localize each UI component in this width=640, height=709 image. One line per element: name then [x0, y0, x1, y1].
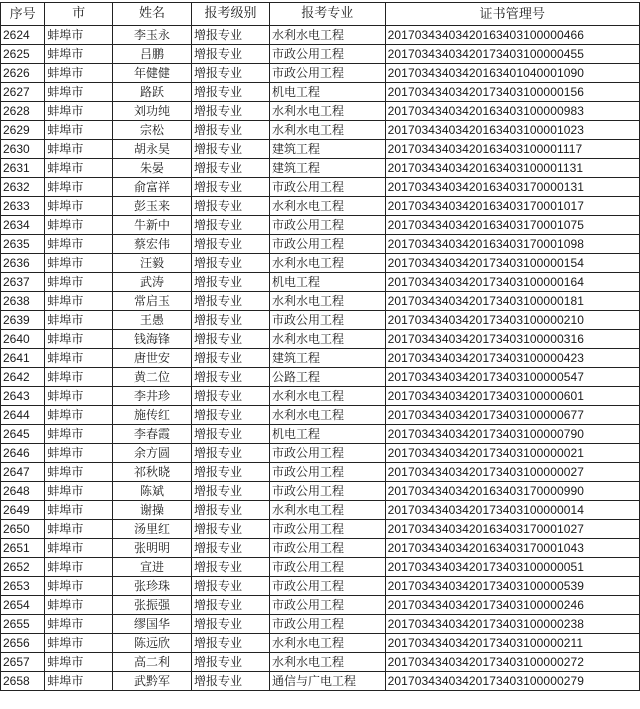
cell-no: 2657 [1, 653, 45, 672]
cell-no: 2637 [1, 273, 45, 292]
table-body [1, 26, 640, 691]
cell-major: 市政公用工程 [269, 615, 385, 634]
cell-level: 增报专业 [192, 520, 270, 539]
cell-name: 谢操 [112, 501, 191, 520]
cell-city: 蚌埠市 [45, 121, 113, 140]
cell-city: 蚌埠市 [45, 349, 113, 368]
table-row [1, 463, 640, 482]
cell-name: 牛新中 [112, 216, 191, 235]
table-row [1, 292, 640, 311]
cell-city: 蚌埠市 [45, 273, 113, 292]
header-level: 报考级别 [192, 3, 270, 26]
cell-level: 增报专业 [192, 425, 270, 444]
cell-level: 增报专业 [192, 539, 270, 558]
cell-cert: 20170343403420173403100000014 [385, 501, 639, 520]
cell-level: 增报专业 [192, 235, 270, 254]
cell-cert: 20170343403420173403100000539 [385, 577, 639, 596]
cell-name: 蔡宏伟 [112, 235, 191, 254]
cell-no: 2640 [1, 330, 45, 349]
cell-cert: 20170343403420173403100000455 [385, 45, 639, 64]
cell-no: 2648 [1, 482, 45, 501]
cell-city: 蚌埠市 [45, 102, 113, 121]
cell-level: 增报专业 [192, 406, 270, 425]
cell-name: 陈斌 [112, 482, 191, 501]
cell-major: 水利水电工程 [269, 387, 385, 406]
cell-cert: 20170343403420163403100001117 [385, 140, 639, 159]
cell-name: 武黔军 [112, 672, 191, 691]
cell-city: 蚌埠市 [45, 178, 113, 197]
cell-cert: 20170343403420173403100000246 [385, 596, 639, 615]
cell-cert: 20170343403420173403100000021 [385, 444, 639, 463]
cell-name: 李春霞 [112, 425, 191, 444]
cell-no: 2626 [1, 64, 45, 83]
cell-name: 汤里红 [112, 520, 191, 539]
cell-cert: 20170343403420173403100000601 [385, 387, 639, 406]
cell-major: 水利水电工程 [269, 634, 385, 653]
cell-cert: 20170343403420173403100000156 [385, 83, 639, 102]
cell-cert: 20170343403420163403170001027 [385, 520, 639, 539]
table-row [1, 140, 640, 159]
cell-major: 市政公用工程 [269, 235, 385, 254]
table-row [1, 64, 640, 83]
table-row [1, 634, 640, 653]
cell-major: 水利水电工程 [269, 406, 385, 425]
cell-name: 年健健 [112, 64, 191, 83]
cell-name: 缪国华 [112, 615, 191, 634]
cell-major: 机电工程 [269, 273, 385, 292]
cell-cert: 20170343403420173403100000547 [385, 368, 639, 387]
header-row [1, 3, 640, 26]
cell-major: 水利水电工程 [269, 102, 385, 121]
table-row [1, 45, 640, 64]
cell-level: 增报专业 [192, 311, 270, 330]
cell-major: 市政公用工程 [269, 577, 385, 596]
cell-level: 增报专业 [192, 254, 270, 273]
header-city: 市 [45, 3, 113, 26]
cell-cert: 20170343403420163403100001023 [385, 121, 639, 140]
cell-city: 蚌埠市 [45, 653, 113, 672]
cell-cert: 20170343403420163403170000990 [385, 482, 639, 501]
table-row [1, 444, 640, 463]
cell-name: 胡永昊 [112, 140, 191, 159]
cell-no: 2658 [1, 672, 45, 691]
table-row [1, 406, 640, 425]
cell-major: 水利水电工程 [269, 292, 385, 311]
cell-city: 蚌埠市 [45, 45, 113, 64]
cell-no: 2634 [1, 216, 45, 235]
cell-name: 黄二位 [112, 368, 191, 387]
cell-no: 2649 [1, 501, 45, 520]
cell-level: 增报专业 [192, 216, 270, 235]
cell-city: 蚌埠市 [45, 216, 113, 235]
cell-cert: 20170343403420163403100000466 [385, 26, 639, 45]
cell-level: 增报专业 [192, 501, 270, 520]
table-row [1, 520, 640, 539]
cell-city: 蚌埠市 [45, 425, 113, 444]
table-row [1, 501, 640, 520]
table-row [1, 254, 640, 273]
cell-major: 水利水电工程 [269, 197, 385, 216]
cell-no: 2635 [1, 235, 45, 254]
cell-city: 蚌埠市 [45, 501, 113, 520]
table-row [1, 159, 640, 178]
table-row [1, 216, 640, 235]
cell-cert: 20170343403420173403100000279 [385, 672, 639, 691]
cell-cert: 20170343403420173403100000210 [385, 311, 639, 330]
cell-major: 市政公用工程 [269, 444, 385, 463]
cell-level: 增报专业 [192, 26, 270, 45]
cell-level: 增报专业 [192, 577, 270, 596]
cell-name: 常启玉 [112, 292, 191, 311]
cell-level: 增报专业 [192, 482, 270, 501]
cell-city: 蚌埠市 [45, 292, 113, 311]
cell-name: 张珍珠 [112, 577, 191, 596]
cell-cert: 20170343403420173403100000181 [385, 292, 639, 311]
table-row [1, 330, 640, 349]
cell-cert: 20170343403420173403100000051 [385, 558, 639, 577]
cell-no: 2645 [1, 425, 45, 444]
cell-no: 2639 [1, 311, 45, 330]
cell-level: 增报专业 [192, 121, 270, 140]
cell-major: 建筑工程 [269, 140, 385, 159]
cell-no: 2650 [1, 520, 45, 539]
cell-level: 增报专业 [192, 273, 270, 292]
cell-major: 市政公用工程 [269, 178, 385, 197]
cell-major: 市政公用工程 [269, 45, 385, 64]
cell-no: 2642 [1, 368, 45, 387]
cell-name: 余方圆 [112, 444, 191, 463]
table-row [1, 273, 640, 292]
cell-no: 2646 [1, 444, 45, 463]
cell-no: 2644 [1, 406, 45, 425]
table-row [1, 577, 640, 596]
header-cert: 证书管理号 [385, 3, 639, 26]
cell-no: 2641 [1, 349, 45, 368]
cell-level: 增报专业 [192, 64, 270, 83]
cell-major: 建筑工程 [269, 349, 385, 368]
cell-name: 高二利 [112, 653, 191, 672]
cell-name: 李玉永 [112, 26, 191, 45]
cell-major: 市政公用工程 [269, 520, 385, 539]
cell-cert: 20170343403420163403170001043 [385, 539, 639, 558]
cell-name: 武涛 [112, 273, 191, 292]
cell-no: 2632 [1, 178, 45, 197]
cell-cert: 20170343403420173403100000238 [385, 615, 639, 634]
cell-cert: 20170343403420173403100000211 [385, 634, 639, 653]
cell-level: 增报专业 [192, 140, 270, 159]
cell-name: 张明明 [112, 539, 191, 558]
cell-name: 施传红 [112, 406, 191, 425]
cell-city: 蚌埠市 [45, 311, 113, 330]
cell-major: 市政公用工程 [269, 539, 385, 558]
cell-major: 市政公用工程 [269, 558, 385, 577]
cell-cert: 20170343403420163403100001131 [385, 159, 639, 178]
cell-name: 唐世安 [112, 349, 191, 368]
cell-major: 建筑工程 [269, 159, 385, 178]
cell-level: 增报专业 [192, 558, 270, 577]
cell-level: 增报专业 [192, 349, 270, 368]
cell-cert: 20170343403420173403100000316 [385, 330, 639, 349]
cell-no: 2647 [1, 463, 45, 482]
cell-cert: 20170343403420173403100000272 [385, 653, 639, 672]
cell-level: 增报专业 [192, 292, 270, 311]
table-row [1, 178, 640, 197]
table-row [1, 558, 640, 577]
cell-major: 机电工程 [269, 425, 385, 444]
cell-city: 蚌埠市 [45, 577, 113, 596]
cell-level: 增报专业 [192, 387, 270, 406]
table-row [1, 26, 640, 45]
cell-city: 蚌埠市 [45, 83, 113, 102]
cell-level: 增报专业 [192, 368, 270, 387]
table-row [1, 311, 640, 330]
cell-cert: 20170343403420163403170001098 [385, 235, 639, 254]
cell-major: 水利水电工程 [269, 653, 385, 672]
cell-major: 水利水电工程 [269, 26, 385, 45]
header-no: 序号 [1, 3, 45, 26]
cell-major: 市政公用工程 [269, 64, 385, 83]
cell-no: 2631 [1, 159, 45, 178]
cell-major: 通信与广电工程 [269, 672, 385, 691]
cell-name: 宗松 [112, 121, 191, 140]
cell-no: 2651 [1, 539, 45, 558]
cell-no: 2629 [1, 121, 45, 140]
cell-cert: 20170343403420173403100000677 [385, 406, 639, 425]
cell-name: 祁秋晓 [112, 463, 191, 482]
cell-no: 2653 [1, 577, 45, 596]
cell-level: 增报专业 [192, 615, 270, 634]
cell-no: 2652 [1, 558, 45, 577]
cell-major: 水利水电工程 [269, 501, 385, 520]
cell-no: 2655 [1, 615, 45, 634]
cell-no: 2654 [1, 596, 45, 615]
cell-city: 蚌埠市 [45, 235, 113, 254]
cell-cert: 20170343403420173403100000423 [385, 349, 639, 368]
cell-level: 增报专业 [192, 634, 270, 653]
cell-no: 2630 [1, 140, 45, 159]
cell-no: 2633 [1, 197, 45, 216]
cell-city: 蚌埠市 [45, 615, 113, 634]
cell-cert: 20170343403420163401040001090 [385, 64, 639, 83]
cell-name: 钱海锋 [112, 330, 191, 349]
table-row [1, 539, 640, 558]
cell-city: 蚌埠市 [45, 672, 113, 691]
cell-major: 市政公用工程 [269, 482, 385, 501]
certificate-table [0, 2, 640, 691]
cell-level: 增报专业 [192, 45, 270, 64]
cell-name: 宣进 [112, 558, 191, 577]
cell-cert: 20170343403420173403100000164 [385, 273, 639, 292]
cell-city: 蚌埠市 [45, 64, 113, 83]
table-row [1, 121, 640, 140]
cell-cert: 20170343403420173403100000027 [385, 463, 639, 482]
cell-major: 水利水电工程 [269, 121, 385, 140]
cell-level: 增报专业 [192, 596, 270, 615]
cell-no: 2625 [1, 45, 45, 64]
cell-city: 蚌埠市 [45, 558, 113, 577]
table-row [1, 653, 640, 672]
cell-major: 市政公用工程 [269, 596, 385, 615]
cell-name: 刘功纯 [112, 102, 191, 121]
cell-major: 水利水电工程 [269, 254, 385, 273]
cell-name: 俞富祥 [112, 178, 191, 197]
table-row [1, 425, 640, 444]
cell-level: 增报专业 [192, 463, 270, 482]
cell-no: 2627 [1, 83, 45, 102]
cell-name: 汪毅 [112, 254, 191, 273]
cell-name: 王愚 [112, 311, 191, 330]
cell-name: 朱晏 [112, 159, 191, 178]
cell-level: 增报专业 [192, 83, 270, 102]
table-row [1, 596, 640, 615]
cell-no: 2628 [1, 102, 45, 121]
cell-city: 蚌埠市 [45, 520, 113, 539]
cell-city: 蚌埠市 [45, 444, 113, 463]
cell-no: 2656 [1, 634, 45, 653]
table-row [1, 482, 640, 501]
cell-cert: 20170343403420163403170001075 [385, 216, 639, 235]
cell-level: 增报专业 [192, 330, 270, 349]
table-row [1, 235, 640, 254]
cell-level: 增报专业 [192, 102, 270, 121]
cell-name: 陈远欣 [112, 634, 191, 653]
cell-cert: 20170343403420173403100000154 [385, 254, 639, 273]
cell-name: 吕鹏 [112, 45, 191, 64]
table-row [1, 368, 640, 387]
table-row [1, 102, 640, 121]
cell-city: 蚌埠市 [45, 463, 113, 482]
cell-city: 蚌埠市 [45, 387, 113, 406]
cell-cert: 20170343403420163403170001017 [385, 197, 639, 216]
cell-major: 市政公用工程 [269, 216, 385, 235]
table-row [1, 615, 640, 634]
cell-no: 2624 [1, 26, 45, 45]
cell-city: 蚌埠市 [45, 406, 113, 425]
cell-city: 蚌埠市 [45, 368, 113, 387]
cell-name: 彭玉来 [112, 197, 191, 216]
cell-cert: 20170343403420163403100000983 [385, 102, 639, 121]
cell-level: 增报专业 [192, 444, 270, 463]
cell-level: 增报专业 [192, 672, 270, 691]
cell-city: 蚌埠市 [45, 634, 113, 653]
table-row [1, 349, 640, 368]
cell-no: 2638 [1, 292, 45, 311]
cell-name: 张振强 [112, 596, 191, 615]
cell-major: 市政公用工程 [269, 463, 385, 482]
table-row [1, 197, 640, 216]
table-row [1, 672, 640, 691]
cell-city: 蚌埠市 [45, 482, 113, 501]
cell-major: 公路工程 [269, 368, 385, 387]
cell-level: 增报专业 [192, 653, 270, 672]
cell-city: 蚌埠市 [45, 330, 113, 349]
cell-major: 水利水电工程 [269, 330, 385, 349]
cell-name: 李井珍 [112, 387, 191, 406]
table-row [1, 387, 640, 406]
cell-city: 蚌埠市 [45, 26, 113, 45]
cell-major: 市政公用工程 [269, 311, 385, 330]
cell-city: 蚌埠市 [45, 140, 113, 159]
cell-name: 路跃 [112, 83, 191, 102]
cell-level: 增报专业 [192, 159, 270, 178]
header-name: 姓名 [112, 3, 191, 26]
cell-major: 机电工程 [269, 83, 385, 102]
cell-city: 蚌埠市 [45, 539, 113, 558]
header-major: 报考专业 [269, 3, 385, 26]
cell-no: 2643 [1, 387, 45, 406]
cell-cert: 20170343403420173403100000790 [385, 425, 639, 444]
cell-city: 蚌埠市 [45, 197, 113, 216]
cell-level: 增报专业 [192, 178, 270, 197]
cell-no: 2636 [1, 254, 45, 273]
cell-level: 增报专业 [192, 197, 270, 216]
table-row [1, 83, 640, 102]
cell-city: 蚌埠市 [45, 159, 113, 178]
cell-city: 蚌埠市 [45, 254, 113, 273]
cell-city: 蚌埠市 [45, 596, 113, 615]
cell-cert: 20170343403420163403170000131 [385, 178, 639, 197]
